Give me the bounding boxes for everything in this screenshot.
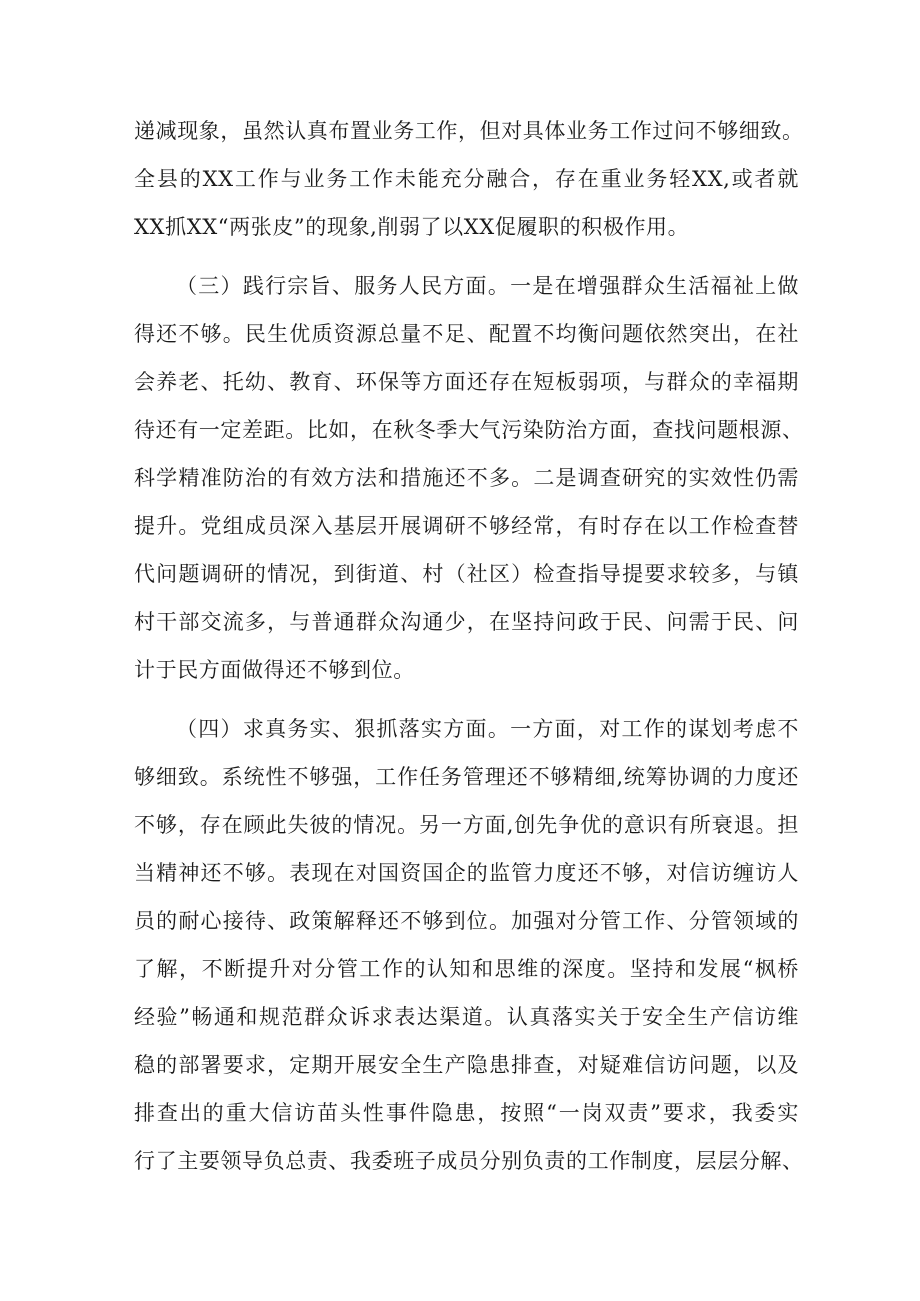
text-line: 村干部交流多，与普通群众沟通少，在坚持问政于民、问需于民、问 [134, 610, 799, 634]
paragraph-1 [134, 107, 804, 251]
text-line: 不够，存在顾此失彼的情况。另一方面,创先争优的意识有所衰退。担 [134, 813, 799, 837]
paragraph-spacing [134, 694, 799, 705]
text-line: （三）践行宗旨、服务人民方面。一是在增强群众生活福祉上做 [176, 274, 799, 298]
text-line: 行了主要领导负总责、我委班子成员分别负责的工作制度，层层分解、 [134, 1149, 804, 1173]
text-line: 了解，不断提升对分管工作的认知和思维的深度。坚持和发展“枫桥 [134, 957, 799, 981]
text-line: 员的耐心接待、政策解释还不够到位。加强对分管工作、分管领域的 [134, 909, 799, 933]
text-line: 计于民方面做得还不够到位。 [134, 658, 415, 682]
text-line: （四）求真务实、狠抓落实方面。一方面，对工作的谋划考虑不 [176, 717, 799, 741]
text-line: 待还有一定差距。比如，在秋冬季大气污染防治方面，查找问题根源、 [134, 418, 804, 442]
text-line: 全县的XX工作与业务工作未能充分融合，存在重业务轻XX,或者就 [134, 167, 799, 191]
text-line: 会养老、托幼、教育、环保等方面还存在短板弱项，与群众的幸福期 [134, 370, 799, 394]
text-line: XX抓XX“两张皮”的现象,削弱了以XX促履职的积极作用。 [134, 215, 690, 239]
document-body [134, 107, 804, 1185]
text-line: 排查出的重大信访苗头性事件隐患，按照“一岗双责”要求，我委实 [134, 1101, 799, 1125]
text-line: 稳的部署要求，定期开展安全生产隐患排查，对疑难信访问题，以及 [134, 1053, 799, 1077]
text-line: 当精神还不够。表现在对国资国企的监管力度还不够，对信访缠访人 [134, 861, 799, 885]
text-line: 代问题调研的情况，到街道、村（社区）检查指导提要求较多，与镇 [134, 562, 799, 586]
text-line: 得还不够。民生优质资源总量不足、配置不均衡问题依然突出，在社 [134, 322, 799, 346]
paragraph-2 [134, 262, 804, 694]
text-line: 够细致。系统性不够强，工作任务管理还不够精细,统筹协调的力度还 [134, 765, 799, 789]
paragraph-3 [134, 705, 804, 1185]
paragraph-spacing [134, 251, 799, 262]
text-line: 递减现象，虽然认真布置业务工作，但对具体业务工作过问不够细致。 [134, 119, 804, 143]
text-line: 经验”畅通和规范群众诉求表达渠道。认真落实关于安全生产信访维 [134, 1005, 799, 1029]
text-line: 提升。党组成员深入基层开展调研不够经常，有时存在以工作检查替 [134, 514, 799, 538]
text-line: 科学精准防治的有效方法和措施还不多。二是调查研究的实效性仍需 [134, 466, 799, 490]
